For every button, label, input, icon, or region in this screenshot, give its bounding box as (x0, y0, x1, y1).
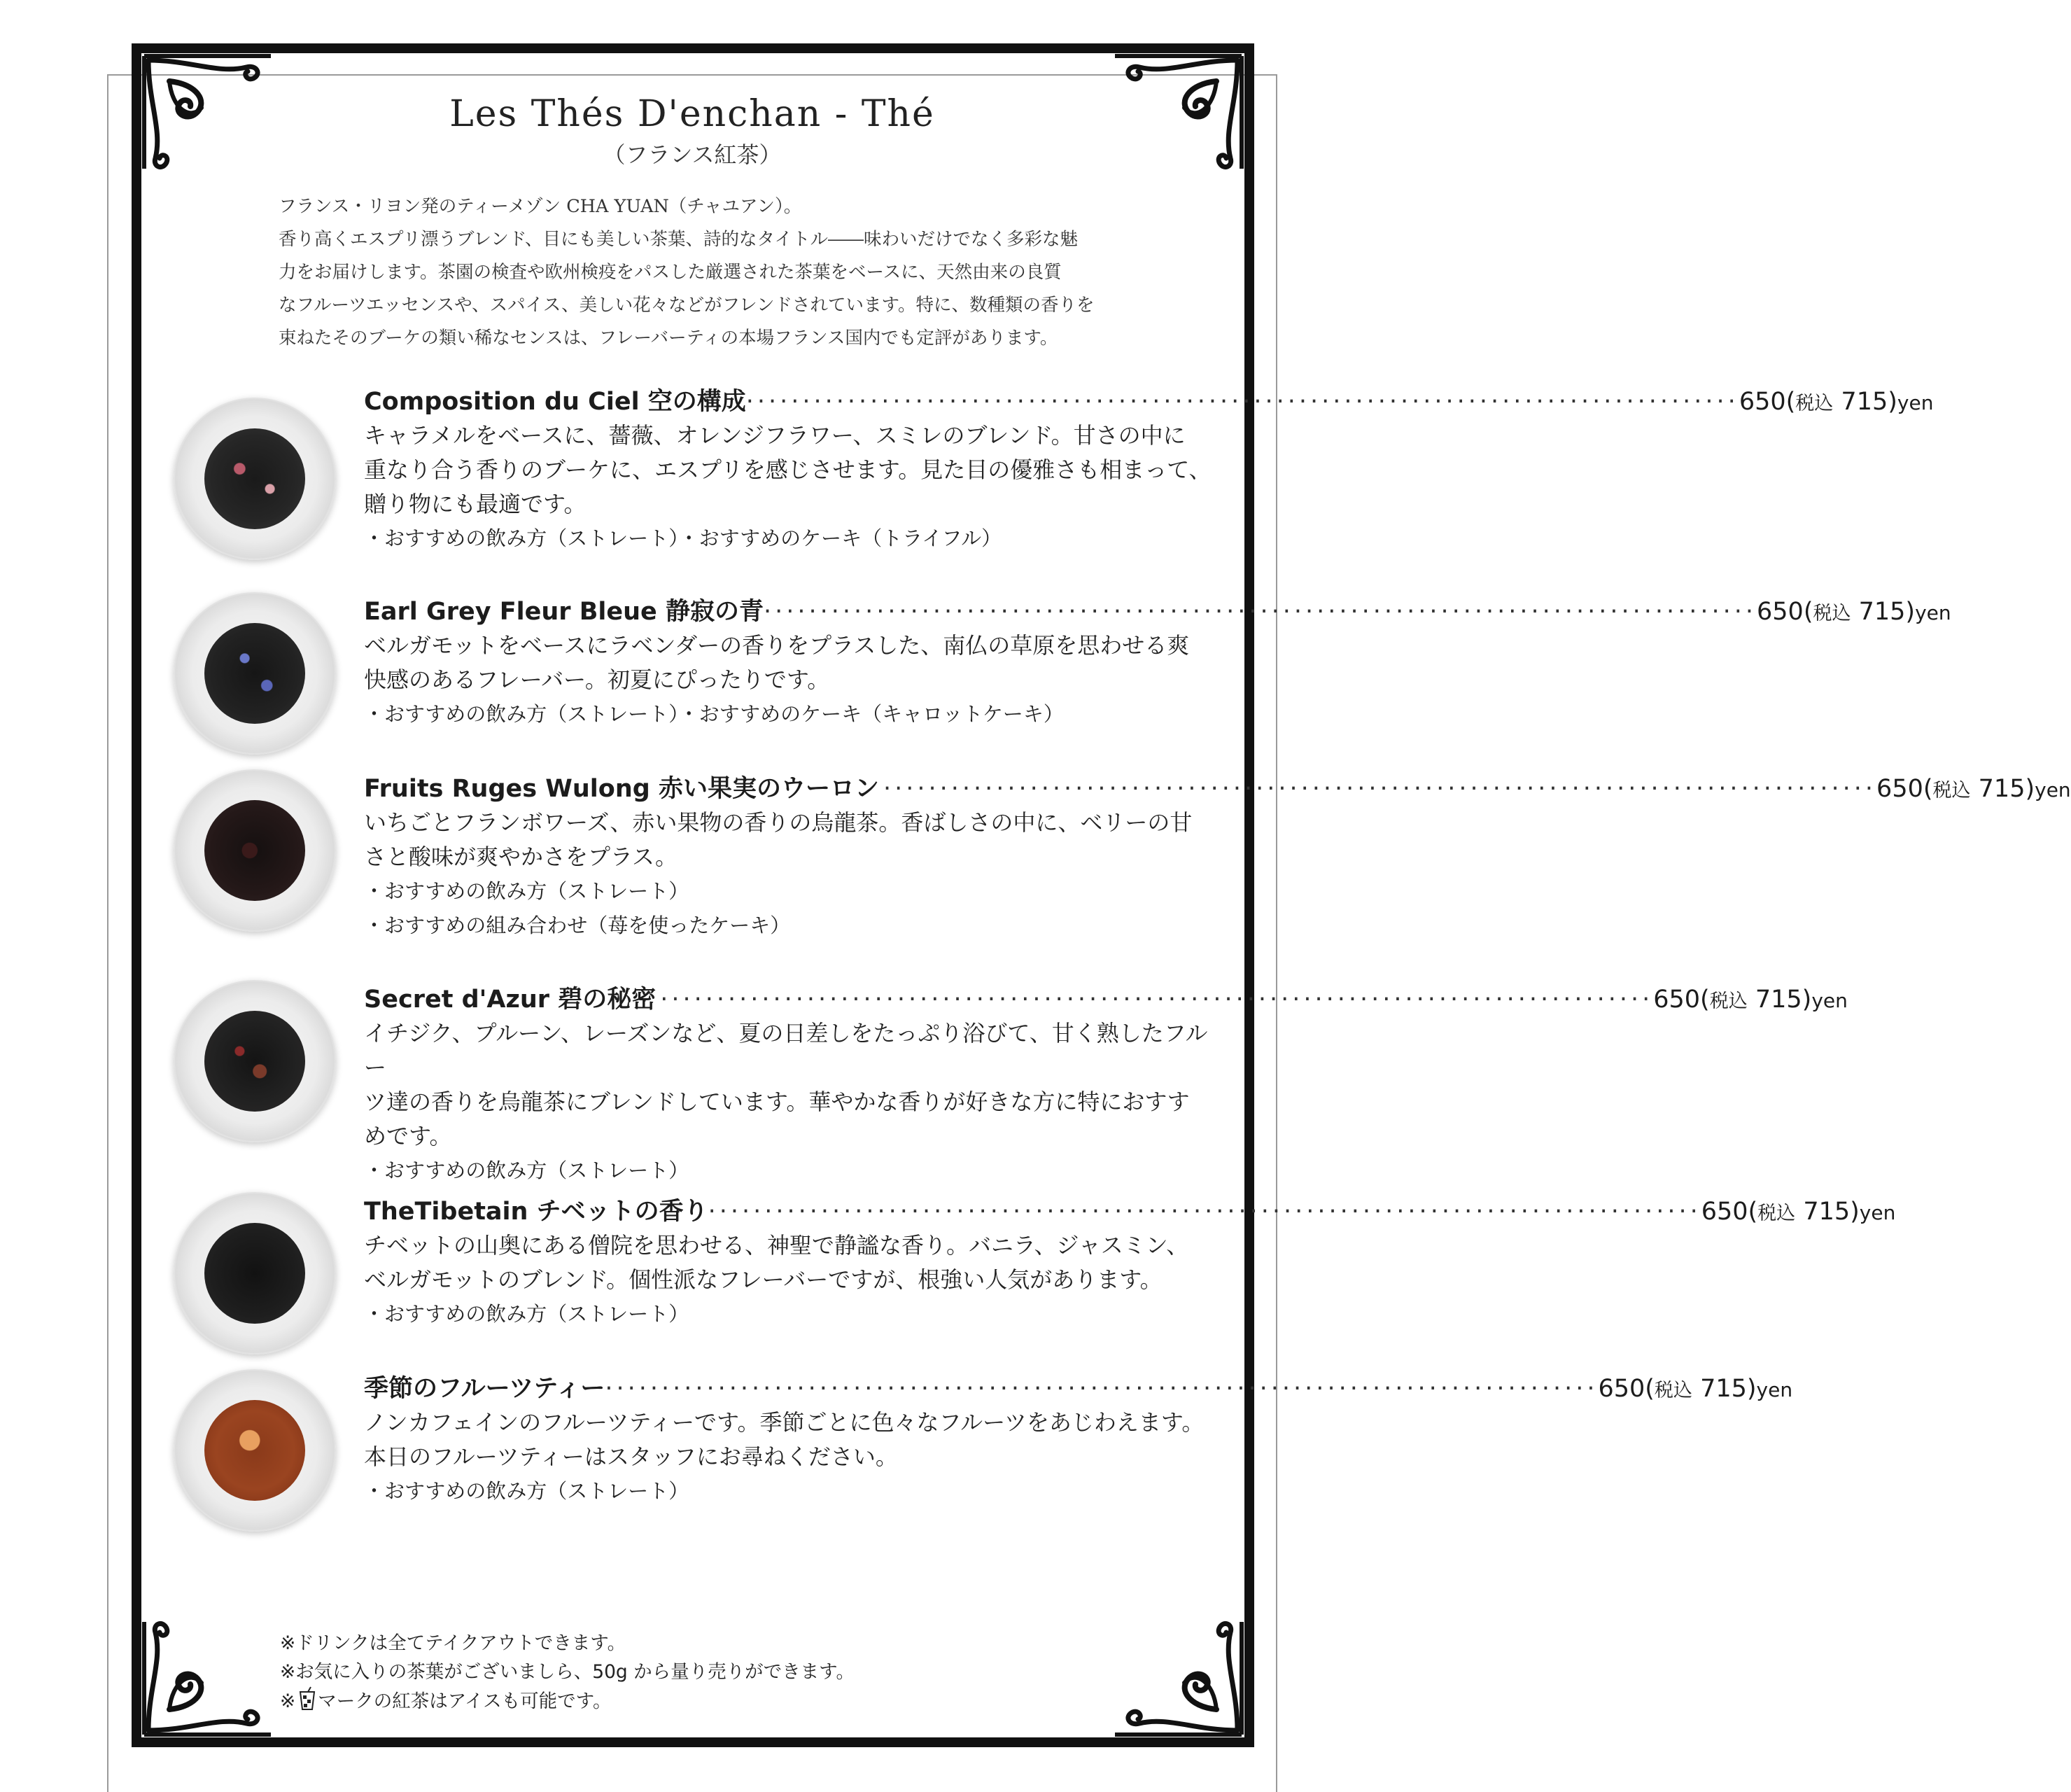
tea-recommendation: ・おすすめの飲み方（ストレート） (364, 1479, 689, 1503)
tea-description-line: ベルガモットをベースにラベンダーの香りをプラスした、南仏の草原を思わせる爽 (364, 632, 1190, 659)
note-takeout: ※ドリンクは全てテイクアウトできます。 (280, 1632, 626, 1654)
dot-leader: ························································································ (708, 1198, 1701, 1226)
tea-leaf-photo (174, 980, 336, 1142)
tea-name: Composition du Ciel 空の構成 (364, 388, 746, 416)
tea-price: 650(税込 715)yen (1653, 986, 1848, 1014)
guide-line-left (107, 74, 108, 1792)
note-ice (280, 1686, 855, 1716)
tea-description-line: イチジク、プルーン、レーズンなど、夏の日差しをたっぷり浴びて、甘く熟したフルー (364, 1020, 1208, 1081)
tea-name: 季節のフルーツティー (364, 1375, 605, 1403)
page-subtitle: （フランス紅茶） (603, 141, 782, 168)
dot-leader: ························································································ (605, 1375, 1599, 1403)
tea-recommendation: ・おすすめの飲み方（ストレート） (364, 1158, 689, 1182)
tea-price: 650(税込 715)yen (1701, 1198, 1896, 1226)
dot-leader: ························································································ (883, 775, 1877, 803)
tea-leaf-photo (174, 769, 336, 932)
tea-description-line: めです。 (364, 1123, 452, 1149)
tea-recommendation: ・おすすめの飲み方（ストレート） (364, 879, 689, 903)
ornament-corner-icon (141, 1622, 271, 1737)
tea-recommendation: ・おすすめの飲み方（ストレート）・おすすめのケーキ（キャロットケーキ） (364, 702, 1064, 726)
footer-notes (280, 1629, 855, 1716)
tea-price: 650(税込 715)yen (1739, 388, 1934, 416)
tea-description-line: ノンカフェインのフルーツティーです。季節ごとに色々なフルーツをあじわえます。 (364, 1409, 1205, 1436)
intro-line: 力をお届けします。茶園の検査や欧州検疫をパスした厳選された茶葉をベースに、天然由来の良質 (279, 262, 1062, 283)
iced-glass-icon (298, 1686, 316, 1710)
tea-name: Earl Grey Fleur Bleue 静寂の青 (364, 598, 764, 626)
tea-leaf-photo (174, 398, 336, 560)
tea-recommendation: ・おすすめの飲み方（ストレート） (364, 1302, 689, 1326)
tea-description-line: 重なり合う香りのブーケに、エスプリを感じさせます。見た目の優雅さも相まって、 (364, 456, 1212, 483)
tea-description-line: ベルガモットのブレンド。個性派なフレーバーですが、根強い人気があります。 (364, 1266, 1163, 1293)
tea-leaf-photo (174, 592, 336, 755)
tea-recommendation: ・おすすめの飲み方（ストレート）・おすすめのケーキ（トライフル） (364, 526, 1002, 550)
intro-line: 束ねたそのブーケの類い稀なセンスは、フレーバーティの本場フランス国内でも定評があります。 (279, 328, 1058, 349)
tea-name: Fruits Ruges Wulong 赤い果実のウーロン (364, 775, 879, 803)
intro-line: なフルーツエッセンスや、スパイス、美しい花々などがフレンドされています。特に、数種類の香りを (279, 295, 1095, 316)
tea-recommendation: ・おすすめの組み合わせ（苺を使ったケーキ） (364, 913, 791, 937)
ornament-corner-icon (1115, 1622, 1244, 1737)
tea-description-line: チベットの山奥にある僧院を思わせる、神聖で静謐な香り。バニラ、ジャスミン、 (364, 1232, 1189, 1259)
tea-price: 650(税込 715)yen (1598, 1375, 1793, 1403)
dot-leader: ························································································ (660, 986, 1654, 1014)
note-ice-prefix: ※ (280, 1690, 296, 1712)
note-by-weight: ※お気に入りの茶葉がございましら、50g から量り売りができます。 (280, 1661, 855, 1683)
tea-name: Secret d'Azur 碧の秘密 (364, 986, 657, 1014)
dot-leader: ························································································ (745, 388, 1739, 416)
intro-line: 香り高くエスプリ漂うブレンド、目にも美しい茶葉、詩的なタイトル――味わいだけでなく多彩な魅 (279, 229, 1079, 250)
tea-description-line: 贈り物にも最適です。 (364, 491, 587, 517)
tea-description-line: さと酸味が爽やかさをプラス。 (364, 844, 678, 870)
tea-description-line: ツ達の香りを烏龍茶にブレンドしています。華やかな香りが好きな方に特におすす (364, 1088, 1190, 1115)
intro-text (279, 190, 1118, 355)
tea-leaf-photo (174, 1192, 336, 1354)
tea-description-line: 快感のあるフレーバー。初夏にぴったりです。 (364, 666, 830, 693)
tea-name: TheTibetain チベットの香り (364, 1198, 708, 1226)
dot-leader: ························································································ (763, 598, 1757, 626)
tea-price: 650(税込 715)yen (1876, 775, 2071, 803)
intro-line: フランス・リヨン発のティーメゾン CHA YUAN（チャユアン）。 (279, 196, 802, 217)
note-ice-suffix: マークの紅茶はアイスも可能です。 (318, 1690, 612, 1712)
tea-price: 650(税込 715)yen (1757, 598, 1951, 626)
page-title: Les Thés D'enchan - Thé (449, 93, 935, 135)
tea-leaf-photo (174, 1369, 336, 1532)
tea-description-line: キャラメルをベースに、薔薇、オレンジフラワー、スミレのブレンド。甘さの中に (364, 422, 1186, 449)
tea-description-line: 本日のフルーツティーはスタッフにお尋ねください。 (364, 1443, 898, 1470)
guide-line-right (1276, 74, 1277, 1792)
tea-description-line: いちごとフランボワーズ、赤い果物の香りの烏龍茶。香ばしさの中に、ベリーの甘 (364, 809, 1193, 836)
